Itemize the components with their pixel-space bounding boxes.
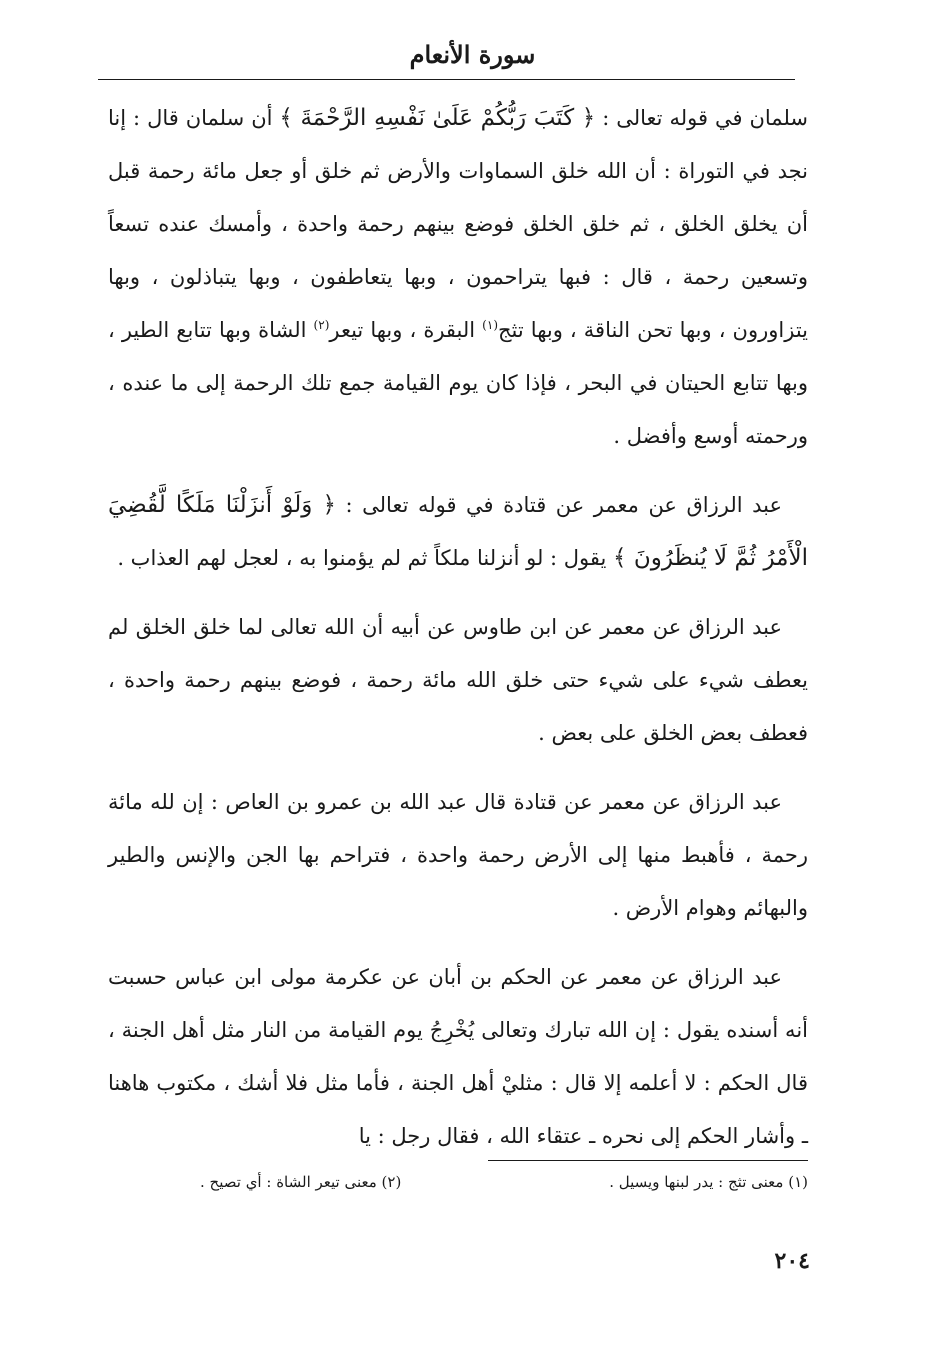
header-divider xyxy=(98,79,795,80)
paragraph-1-text: سلمان في قوله تعالى : xyxy=(595,106,808,130)
paragraph-2-text: عبد الرزاق عن معمر عن قتادة في قوله تعالى : xyxy=(336,493,783,517)
footnote-divider xyxy=(488,1160,808,1161)
footnote-1: (١) معنى تثج : يدر لبنها ويسيل . xyxy=(609,1173,808,1191)
paragraph-1-text-cont2: البقرة ، وبها تيعر xyxy=(329,318,483,342)
quran-verse-1: ﴿ كَتَبَ رَبُّكُمْ عَلَىٰ نَفْسِهِ الرَّحْمَةَ ﴾ xyxy=(279,105,596,131)
paragraph-4: عبد الرزاق عن معمر عن قتادة قال عبد الله بن عمرو بن العاص : إن لله مائة رحمة ، فأهبط منها إلى الأرض رحمة واحدة ، فتراحم بها الجن والإنس والطير والبهائم وهوام الأرض . xyxy=(108,790,808,920)
quran-verse-2: ﴿ وَلَوْ أَنزَلْنَا مَلَكًا لَّقُضِيَ الْأَمْرُ ثُمَّ لَا يُنظَرُونَ ﴾ xyxy=(108,492,808,571)
page-number: ٢٠٤ xyxy=(774,1248,810,1274)
paragraph-2-text-cont: يقول : لو أنزلنا ملكاً ثم لم يؤمنوا به ، لعجل لهم العذاب . xyxy=(117,546,614,570)
footnote-marker-2: (٢) xyxy=(313,318,330,332)
footnotes xyxy=(200,1170,808,1194)
paragraph-2 xyxy=(108,479,808,585)
paragraph-3: عبد الرزاق عن معمر عن ابن طاوس عن أبيه أن الله تعالى لما خلق الخلق لم يعطف شيء على شيء حتى خلق الله مائة رحمة ، فوضع بينهم رحمة واحدة ، فعطف بعض الخلق على بعض . xyxy=(108,615,808,745)
paragraph-5: عبد الرزاق عن معمر عن الحكم بن أبان عن عكرمة مولى ابن عباس حسبت أنه أسنده يقول : إن الله تبارك وتعالى يُخْرِجُ يوم القيامة من النار مثل أهل الجنة ، قال الحكم : لا أعلمه إلا قال : مثليْ أهل الجنة ، فأما مثل فلا أشك ، مكتوب هاهنا ـ وأشار الحكم إلى نحره ـ عتقاء الله ، فقال رجل : يا xyxy=(108,965,808,1148)
paragraph-1 xyxy=(108,92,808,463)
footnote-2: (٢) معنى تيعر الشاة : أي تصيح . xyxy=(200,1173,402,1191)
main-text xyxy=(108,92,808,1163)
page-title: سورة الأنعام xyxy=(409,40,536,69)
paragraph-1-text-cont: أن سلمان قال : إنا نجد في التوراة : أن الله خلق السماوات والأرض ثم خلق أو جعل مائة رحمة قبل أن يخلق الخلق ، ثم خلق الخلق فوضع بينهم رحمة واحدة ، وأمسك عنده تسعاً وتسعين رحمة ، قال : فبها يتراحمون ، وبها يتعاطفون ، وبها يتباذلون ، وبها يتزاورون ، وبها تحن الناقة ، وبها تثج xyxy=(108,106,808,342)
paragraph-1-text-cont3: الشاة وبها تتابع الطير ، وبها تتابع الحيتان في البحر ، فإذا كان يوم القيامة جمع تلك الرحمة إلى ما عنده ، ورحمته أوسع وأفضل . xyxy=(108,318,808,448)
footnote-marker-1: (١) xyxy=(482,318,498,332)
